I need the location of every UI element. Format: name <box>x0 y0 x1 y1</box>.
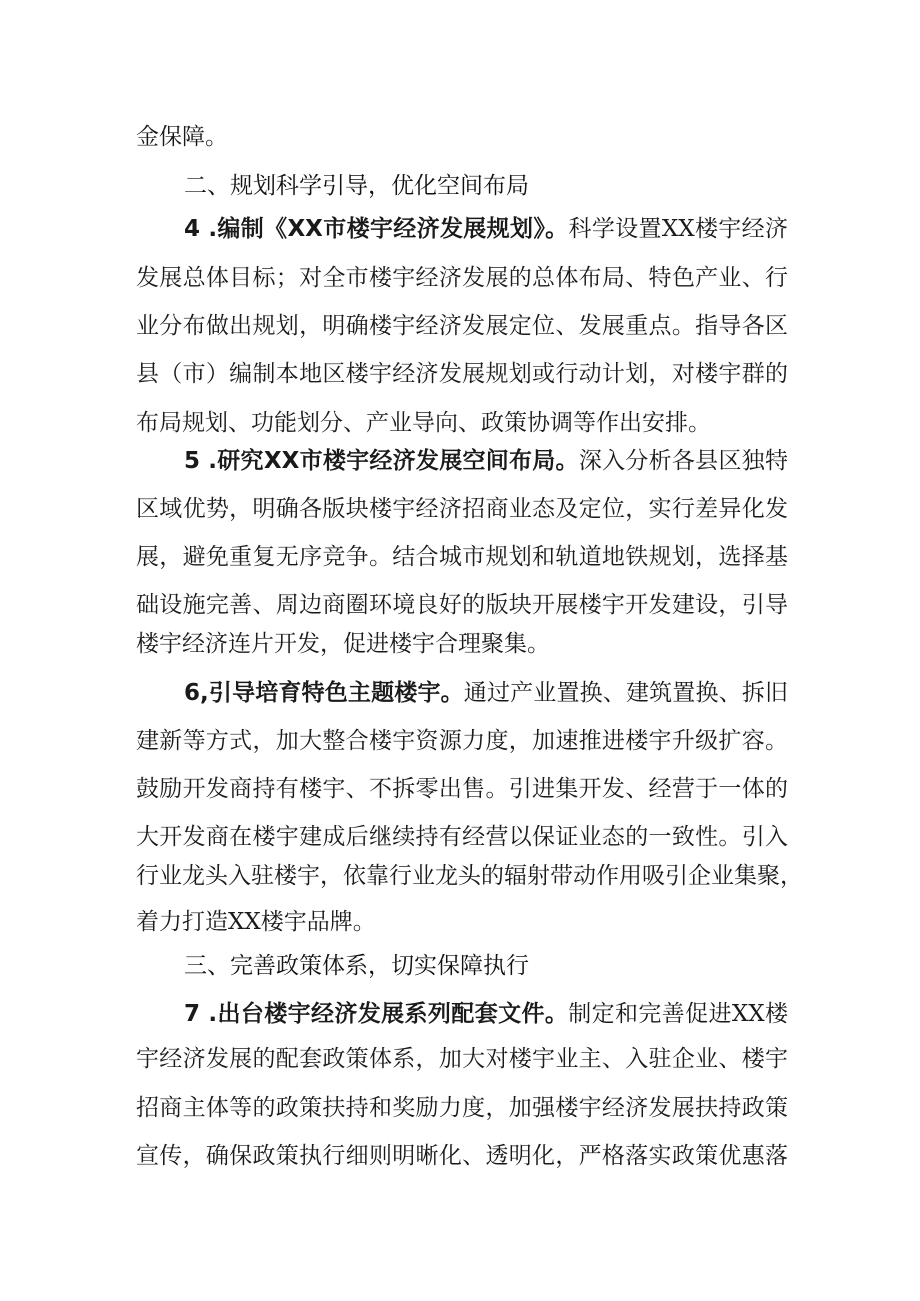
item-4-line: 布局规划、功能划分、产业导向、政策协调等作出安排。 <box>136 410 711 436</box>
item-5-line: 楼宇经济连片开发，促进楼宇合理聚集。 <box>136 631 550 657</box>
item-5-line: 展，避免重复无序竞争。结合城市规划和轨道地铁规划，选择基 <box>136 544 788 570</box>
item-6-line: 着力打造XX楼宇品牌。 <box>136 909 376 935</box>
item-4-line: 县（市）编制本地区楼宇经济发展规划或行动计划，对楼宇群的 <box>136 361 788 387</box>
item-6-text: 通过产业置换、建筑置换、拆旧 <box>463 680 788 706</box>
item-4-line: 发展总体目标；对全市楼宇经济发展的总体布局、特色产业、行 <box>136 265 788 291</box>
section-heading-2: 二、规划科学引导，优化空间布局 <box>184 173 529 199</box>
item-7-first-line <box>184 997 788 1031</box>
item-6-line: 鼓励开发商持有楼宇、不拆零出售。引进集开发、经营于一体的 <box>136 776 788 802</box>
item-6-line: 大开发商在楼宇建成后继续持有经营以保证业态的一致性。引入 <box>136 824 788 850</box>
item-5-first-line <box>184 444 788 478</box>
item-4-text: 科学设置XX楼宇经济 <box>568 216 788 242</box>
item-4-first-line <box>184 212 788 246</box>
section-heading-3: 三、完善政策体系，切实保障执行 <box>184 953 529 979</box>
item-6-line: 建新等方式，加大整合楼宇资源力度，加速推进楼宇升级扩容。 <box>136 728 788 754</box>
paragraph-continuation: 金保障。 <box>136 124 228 150</box>
item-7-line: 宇经济发展的配套政策体系，加大对楼宇业主、入驻企业、楼宇 <box>136 1046 788 1072</box>
item-5-title: 5 .研究XX市楼宇经济发展空间布局。 <box>184 448 579 474</box>
item-7-title: 7 .出台楼宇经济发展系列配套文件。 <box>184 1001 569 1027</box>
item-4-line: 业分布做出规划，明确楼宇经济发展定位、发展重点。指导各区 <box>136 313 788 339</box>
item-5-line: 区域优势，明确各版块楼宇经济招商业态及定位，实行差异化发 <box>136 496 788 522</box>
item-4-title: 4 .编制《XX市楼宇经济发展规划》。 <box>184 216 569 242</box>
item-5-text: 深入分析各县区独特 <box>578 448 788 474</box>
item-7-text: 制定和完善促进XX楼 <box>568 1001 789 1027</box>
item-6-line: 行业龙头入驻楼宇，依靠行业龙头的辐射带动作用吸引企业集聚， <box>136 863 803 889</box>
item-5-line: 础设施完善、周边商圈环境良好的版块开展楼宇开发建设，引导 <box>136 592 788 618</box>
item-6-first-line <box>184 676 788 710</box>
item-7-line: 招商主体等的政策扶持和奖励力度，加强楼宇经济发展扶持政策 <box>136 1095 788 1121</box>
item-6-title: 6,引导培育特色主题楼宇。 <box>184 680 464 706</box>
item-7-line: 宣传，确保政策执行细则明晰化、透明化，严格落实政策优惠落 <box>136 1143 788 1169</box>
